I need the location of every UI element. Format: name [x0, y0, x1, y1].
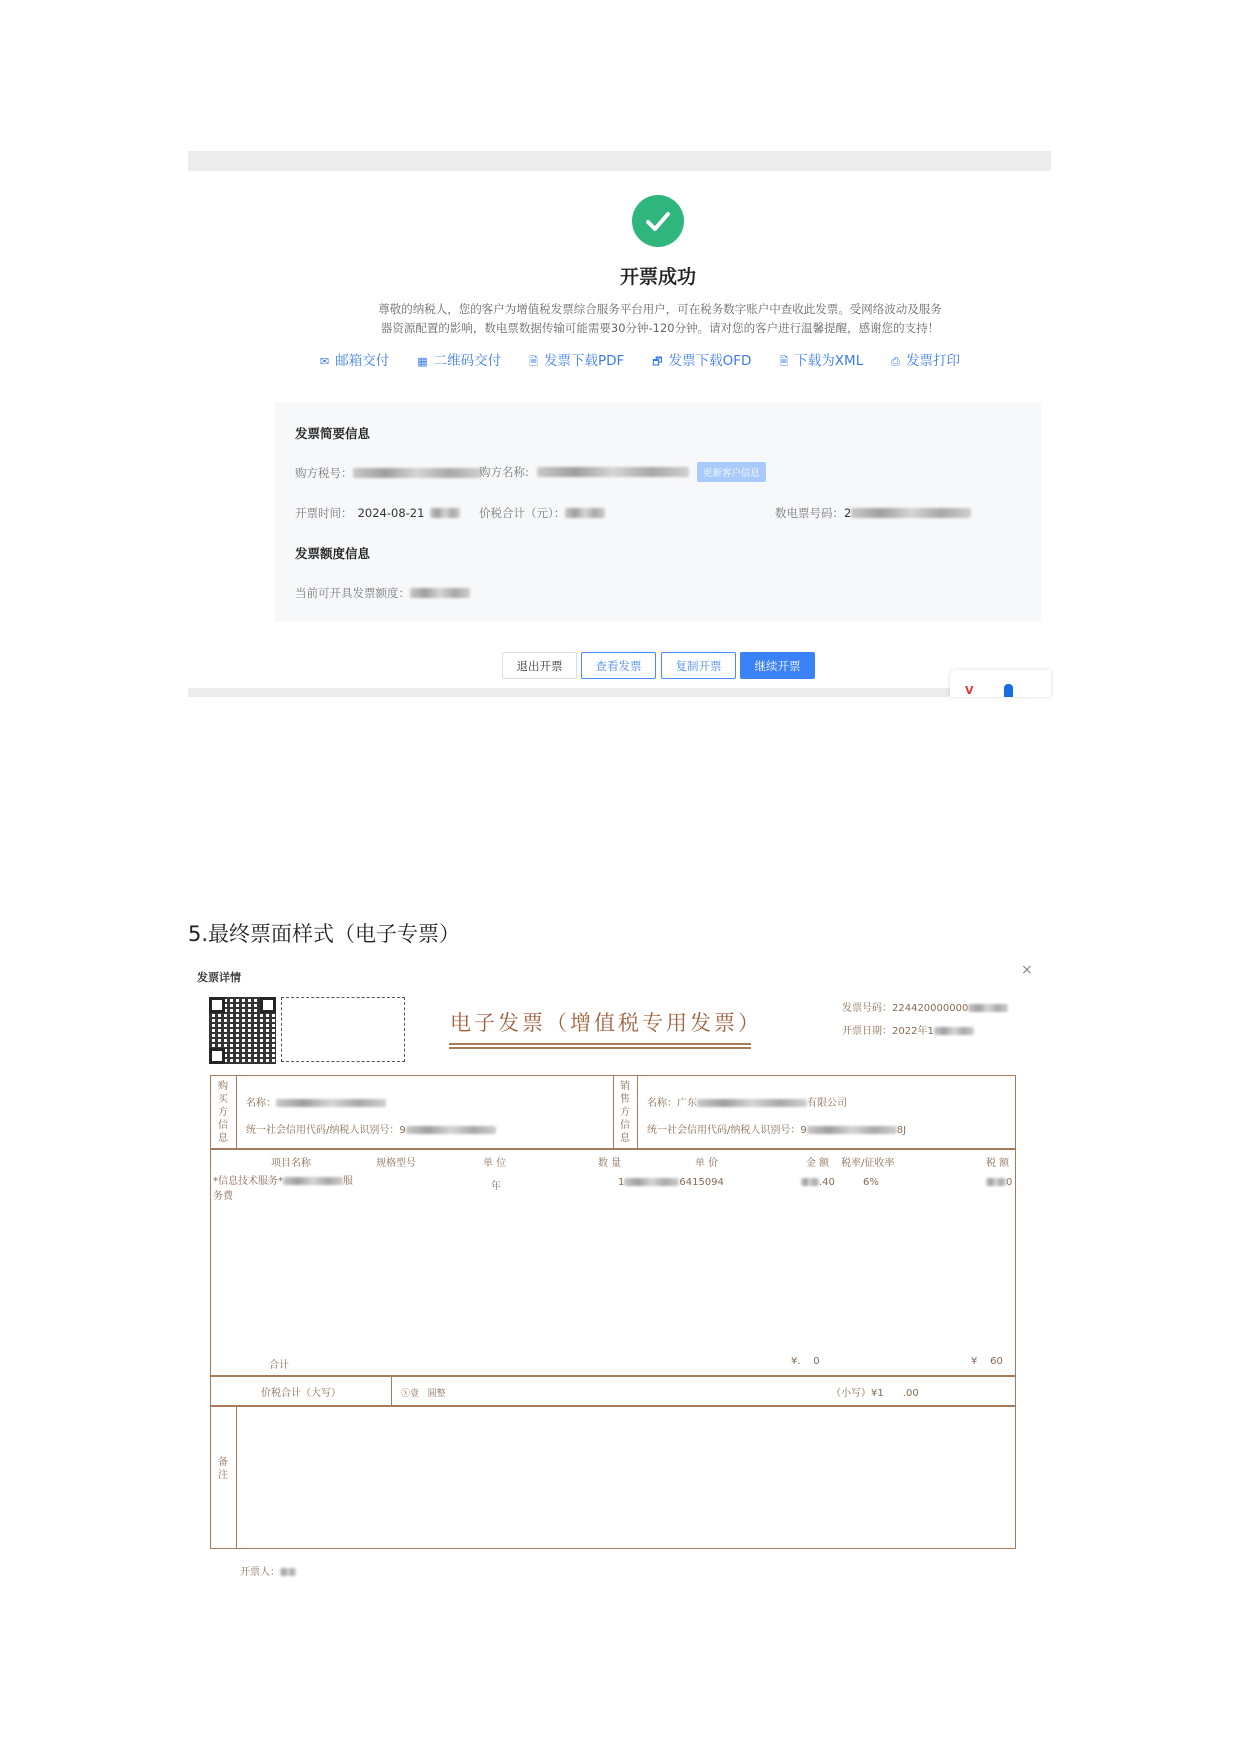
seller-name-value	[697, 1099, 807, 1107]
item-rate: 6%	[863, 1177, 879, 1188]
item-amount: .40	[819, 1177, 835, 1188]
download-pdf-link[interactable]	[529, 349, 624, 372]
invoice-summary-panel	[275, 402, 1041, 622]
buyer-label: 购买方信息	[218, 1081, 228, 1144]
buyer-credit-label: 统一社会信用代码/纳税人识别号：	[246, 1125, 400, 1136]
continue-button[interactable]: 继续开票	[740, 652, 815, 679]
seller-name-prefix: 广东	[677, 1098, 697, 1109]
qr-code	[209, 997, 276, 1064]
col-unit: 单 位	[483, 1158, 507, 1169]
summary-title: 发票简要信息	[295, 426, 371, 441]
seal-placeholder	[281, 997, 405, 1062]
issue-time-blur	[430, 508, 460, 518]
link-label: 发票下载OFD	[668, 353, 752, 369]
success-title: 开票成功	[619, 266, 696, 288]
ofd-icon: 🗗	[652, 355, 663, 368]
seller-name-label: 名称：	[647, 1098, 677, 1109]
grand-total-upper: ⓧ壹 圆整	[401, 1389, 446, 1399]
download-xml-link[interactable]	[779, 349, 863, 372]
buyer-tax-value	[353, 468, 481, 478]
top-bar	[188, 151, 1051, 171]
item-price	[618, 1177, 724, 1188]
link-label: 下载为XML	[794, 353, 864, 369]
item-name	[213, 1172, 353, 1187]
item-name-text: *信息技术服务*	[213, 1176, 283, 1187]
remarks-label: 备注	[218, 1457, 228, 1481]
mail-delivery-link[interactable]	[320, 349, 389, 372]
exit-button[interactable]: 退出开票	[502, 652, 577, 679]
buyer-name-value	[537, 467, 689, 477]
dialog-title: 发票详情	[197, 971, 241, 984]
invoice-title: 电子发票（增值税专用发票）	[450, 1011, 762, 1035]
item-tax: 0	[1006, 1177, 1013, 1188]
issue-time-label: 开票时间：	[295, 506, 353, 520]
title-underline	[449, 1047, 751, 1049]
section-heading: 5.最终票面样式（电子专票）	[188, 922, 461, 946]
grand-total-lower: （小写）¥1 .00	[831, 1388, 919, 1399]
blur	[986, 1178, 1006, 1186]
buyer-name-value	[276, 1099, 386, 1107]
number-value	[851, 508, 971, 518]
print-icon: ⎙	[891, 355, 901, 368]
print-link[interactable]	[891, 349, 960, 372]
total-tax: ¥ 60	[971, 1356, 1003, 1367]
number-prefix: 2	[844, 506, 852, 520]
total-value	[565, 508, 605, 518]
invoice-table	[210, 1075, 1016, 1549]
divider	[236, 1076, 237, 1148]
download-ofd-link[interactable]	[652, 349, 751, 372]
success-check-icon	[632, 195, 684, 247]
seller-credit-label: 统一社会信用代码/纳税人识别号：	[647, 1125, 801, 1136]
blur	[934, 1027, 974, 1035]
close-icon[interactable]: ×	[1021, 962, 1033, 978]
item-name-line2: 务费	[213, 1191, 233, 1202]
divider	[236, 1405, 237, 1548]
success-message	[340, 300, 980, 338]
message-line: 尊敬的纳税人，您的客户为增值税发票综合服务平台用户，可在税务数字账户中查收此发票。受网络波动及服务	[378, 302, 942, 316]
link-label: 发票打印	[906, 353, 961, 369]
col-price: 单 价	[695, 1158, 719, 1169]
divider	[613, 1076, 614, 1148]
col-rate: 税率/征收率	[841, 1158, 895, 1169]
seller-credit-value	[807, 1126, 897, 1134]
quota-value	[410, 588, 470, 598]
issuer-label: 开票人：	[240, 1567, 280, 1578]
link-label: 邮箱交付	[335, 353, 390, 369]
qrcode-icon: ▦	[417, 355, 428, 368]
item-name-suffix: 服	[343, 1176, 353, 1187]
link-label: 二维码交付	[433, 353, 502, 369]
view-invoice-button[interactable]: 查看发票	[581, 652, 656, 679]
message-line: 器资源配置的影响，数电票数据传输可能需要30分钟-120分钟。请对您的客户进行温馨提醒，感谢您的支持！	[380, 321, 940, 335]
divider	[637, 1076, 638, 1148]
divider	[211, 1148, 1015, 1150]
col-amount: 金 额	[806, 1158, 830, 1169]
floating-toolbar[interactable]	[950, 670, 1051, 697]
issue-time-value: 2024-08-21	[357, 506, 425, 520]
item-unit: 年	[491, 1181, 501, 1192]
total-amount: ¥. 0	[791, 1356, 820, 1367]
blur	[801, 1178, 819, 1186]
buyer-name-label: 购方名称:	[479, 465, 529, 479]
seller-label: 销售方信息	[620, 1081, 630, 1144]
buyer-credit-value	[406, 1126, 496, 1134]
divider	[391, 1375, 392, 1405]
invoice-date-value: 2022年1	[892, 1026, 934, 1037]
item-price-suffix: 6415094	[679, 1177, 724, 1188]
blur	[968, 1004, 1008, 1012]
divider	[211, 1405, 1015, 1407]
invoice-date-label: 开票日期：	[842, 1026, 892, 1037]
app-icon[interactable]: V	[965, 684, 974, 697]
blur	[283, 1177, 343, 1185]
quota-label: 当前可开具发票额度：	[295, 586, 410, 600]
title-underline	[449, 1043, 751, 1045]
divider	[211, 1375, 1015, 1377]
qrcode-delivery-link[interactable]	[417, 349, 501, 372]
xml-icon: 🗎	[779, 355, 789, 368]
update-customer-button[interactable]: 更新客户信息	[697, 462, 766, 482]
bottom-bar	[188, 688, 1051, 697]
seller-credit-suffix: 8J	[896, 1125, 907, 1136]
col-spec: 规格型号	[376, 1158, 416, 1169]
blur	[624, 1178, 679, 1186]
item-qty: 1	[618, 1177, 625, 1188]
buyer-tax-label: 购方税号：	[295, 466, 353, 480]
total-label: 合计	[269, 1360, 289, 1371]
grand-total-label: 价税合计（大写）	[261, 1388, 341, 1399]
number-label: 数电票号码：	[775, 506, 844, 520]
link-label: 发票下载PDF	[543, 353, 625, 369]
col-name: 项目名称	[271, 1158, 311, 1169]
seller-credit-prefix: 9	[800, 1125, 807, 1136]
mail-icon: ✉	[320, 355, 330, 368]
quota-title: 发票额度信息	[295, 546, 371, 561]
invoice-number-label: 发票号码：	[842, 1003, 892, 1014]
seller-name-suffix: 有限公司	[807, 1098, 847, 1109]
app-icon[interactable]	[1004, 684, 1013, 697]
buyer-name-label: 名称：	[246, 1098, 276, 1109]
total-label: 价税合计（元）：	[479, 506, 566, 520]
buyer-credit-prefix: 9	[399, 1125, 406, 1136]
pdf-icon: 🗎	[529, 355, 538, 368]
invoice-number-value: 224420000000	[892, 1003, 969, 1014]
delivery-links	[320, 349, 960, 372]
issuer-value	[280, 1568, 296, 1576]
col-qty: 数 量	[598, 1158, 622, 1169]
copy-invoice-button[interactable]: 复制开票	[661, 652, 736, 679]
col-tax: 税 额	[986, 1158, 1010, 1169]
